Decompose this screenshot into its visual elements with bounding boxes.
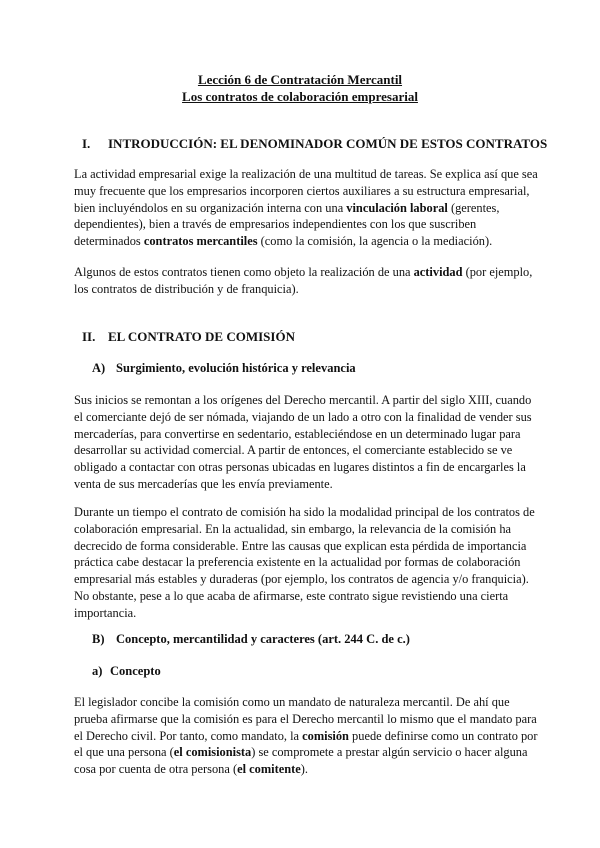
text-run: el Derecho civil. Por tanto, como mandato, la — [74, 728, 303, 743]
subsection-b-title: Concepto, mercantilidad y caracteres (art. 244 C. de c.) — [116, 632, 410, 646]
text-run: determinados — [74, 234, 144, 249]
text-line: Sus inicios se remontan a los orígenes del Derecho mercantil. A partir del siglo XIII, cuando — [74, 393, 532, 407]
text-run: cosa por cuenta de otra persona ( — [74, 762, 238, 777]
text-run: (por ejemplo, — [462, 265, 533, 279]
bold-term: el comitente — [237, 762, 301, 777]
section-1-title: INTRODUCCIÓN: EL DENOMINADOR COMÚN DE ESTOS CONTRATOS — [108, 136, 548, 151]
section-1-paragraph-1 — [74, 166, 538, 250]
bold-term: actividad — [413, 265, 463, 279]
text-line: dependientes), bien a través de empresarios independientes con los que suscriben — [74, 217, 477, 232]
subsection-b-a-number: a) — [92, 664, 103, 678]
section-1-number: I. — [82, 136, 91, 151]
bold-term: contratos mercantiles — [143, 234, 258, 249]
text-line: los contratos de distribución y de franquicia). — [74, 281, 299, 296]
lesson-title: Lección 6 de Contratación Mercantil — [197, 72, 403, 87]
text-line: obligado a contactar con otras personas ubicadas en lugares distintos a fin de encargarles la — [74, 460, 526, 475]
section-2-title: EL CONTRATO DE COMISIÓN — [108, 329, 295, 344]
subsection-b-number: B) — [92, 632, 105, 646]
text-run: ) se compromete a prestar algún servicio o hacer alguna — [251, 745, 528, 760]
text-line — [74, 200, 530, 217]
text-line: colaboración empresarial. En la actualidad, sin embargo, la relevancia de la comisión ha — [74, 521, 512, 536]
text-line: importancia. — [74, 605, 137, 620]
text-run: el que una persona ( — [74, 745, 174, 760]
text-line: empresarial más estables y duraderas (por ejemplo, los contratos de agencia y/o franquicia). — [74, 572, 529, 587]
section-1-paragraph-2 — [74, 264, 533, 298]
subsection-a-paragraph-2 — [74, 504, 535, 622]
text-line: el comerciante dejó de ser nómada, viajando de un lado a otro con la finalidad de vender sus — [74, 409, 532, 424]
text-line: desarrollar su actividad comercial. A partir de entonces, el comerciante establecido se ve — [74, 443, 513, 458]
text-line: práctica cabe destacar la preferencia existente en la actualidad por formas de colaboración — [74, 555, 521, 570]
text-line — [74, 233, 530, 250]
subsection-b-a-paragraph-1 — [74, 694, 538, 778]
text-line: muy frecuente que los empresarios incorporen ciertos auxiliares a su estructura empresarial, — [74, 183, 530, 198]
subsection-b-a-title: Concepto — [110, 664, 161, 678]
lesson-subtitle: Los contratos de colaboración empresarial — [182, 89, 418, 104]
text-line: venta de sus mercaderías que les envía previamente. — [74, 476, 333, 491]
text-line — [74, 728, 538, 745]
bold-term: vinculación laboral — [346, 200, 448, 215]
text-line: Durante un tiempo el contrato de comisión ha sido la modalidad principal de los contratos de — [74, 505, 535, 519]
text-line — [74, 761, 530, 778]
section-2-number: II. — [82, 329, 96, 344]
subsection-a-title: Surgimiento, evolución histórica y relevancia — [116, 361, 356, 375]
text-line: La actividad empresarial exige la realización de una multitud de tareas. Se explica así que sea — [74, 167, 538, 181]
text-line: prueba afirmarse que la comisión es para el Derecho mercantil lo mismo que el mandato para — [74, 711, 537, 726]
text-line: mercaderías, para convertirse en sedentario, estableciéndose en un determinado lugar para — [74, 426, 521, 441]
subsection-a-number: A) — [92, 361, 106, 375]
bold-term: comisión — [302, 728, 349, 743]
text-line: decrecido de forma considerable. Entre las causas que explican esta pérdida de importancia — [74, 538, 527, 553]
bold-term: el comisionista — [173, 745, 252, 760]
text-run: ). — [300, 762, 308, 777]
text-line — [74, 744, 530, 761]
text-run: Algunos de estos contratos tienen como objeto la realización de una — [74, 265, 414, 279]
text-line: El legislador concibe la comisión como un mandato de naturaleza mercantil. De ahí que — [74, 695, 510, 709]
text-run: bien incluyéndolos en su organización interna con una — [74, 200, 347, 215]
text-line — [74, 264, 533, 281]
text-run: puede definirse como un contrato por — [348, 728, 538, 743]
text-run: (gerentes, — [447, 200, 500, 215]
text-run: (como la comisión, la agencia o la mediación). — [257, 234, 493, 249]
subsection-a-paragraph-1 — [74, 392, 530, 493]
text-line: No obstante, pese a lo que acaba de afirmarse, este contrato sigue revistiendo una cierta — [74, 588, 509, 603]
